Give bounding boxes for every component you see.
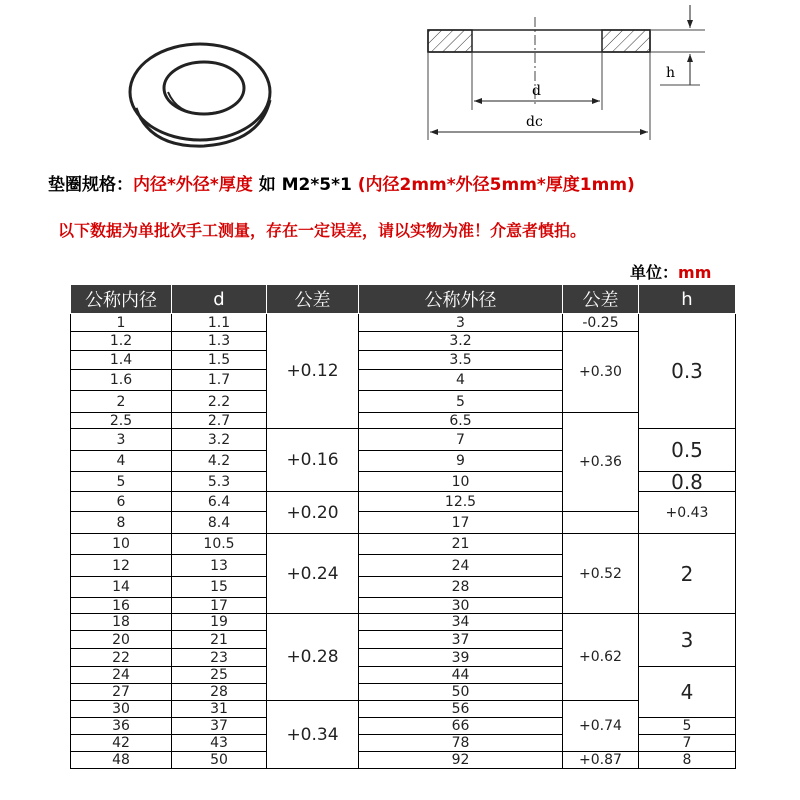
table-cell: 7	[639, 735, 736, 752]
table-cell: 37	[359, 631, 563, 649]
table-cell: 0.5	[639, 429, 736, 472]
table-cell: +0.30	[563, 332, 639, 413]
spec-line	[48, 170, 635, 195]
table-cell: 56	[359, 701, 563, 718]
table-header-row	[71, 285, 736, 314]
table-cell: 2	[639, 534, 736, 614]
table-cell: 6.4	[172, 492, 267, 512]
table-cell: 3.5	[359, 351, 563, 370]
table-cell: 37	[172, 718, 267, 735]
dc-label: dc	[526, 114, 543, 130]
table-cell: 12.5	[359, 492, 563, 512]
table-cell: 21	[359, 534, 563, 555]
table-cell: +0.34	[267, 701, 359, 769]
table-cell: -0.25	[563, 314, 639, 332]
table-cell: 25	[172, 667, 267, 684]
table-row	[71, 314, 736, 332]
table-cell: 6	[71, 492, 172, 512]
table-cell: 92	[359, 752, 563, 769]
table-cell: 23	[172, 649, 267, 667]
table-cell: 1.3	[172, 332, 267, 351]
table-cell: 1	[71, 314, 172, 332]
table-cell: 24	[71, 667, 172, 684]
table-cell: 7	[359, 429, 563, 451]
header-h: h	[639, 285, 736, 314]
table-cell: 5	[71, 472, 172, 492]
table-cell: 3	[639, 614, 736, 667]
table-cell: 50	[359, 684, 563, 701]
table-cell: 78	[359, 735, 563, 752]
table-cell: 3	[71, 429, 172, 451]
table-cell: 24	[359, 555, 563, 577]
unit-label: 单位：mm	[630, 263, 712, 282]
table-cell: 28	[359, 577, 563, 598]
table-cell: 50	[172, 752, 267, 769]
table-cell: 22	[71, 649, 172, 667]
table-cell: 30	[71, 701, 172, 718]
spec-label: 垫圈规格：	[48, 175, 133, 195]
table-cell: +0.16	[267, 429, 359, 492]
table-cell: +0.28	[267, 614, 359, 701]
table-cell: 17	[172, 598, 267, 614]
table-cell: 4	[359, 370, 563, 391]
table-cell: 28	[172, 684, 267, 701]
table-cell: 36	[71, 718, 172, 735]
header-d-tolerance: 公差	[267, 285, 359, 314]
table-cell: 1.1	[172, 314, 267, 332]
table-cell: 15	[172, 577, 267, 598]
table-cell: +0.12	[267, 314, 359, 429]
table-cell: 8	[71, 512, 172, 534]
table-cell: 42	[71, 735, 172, 752]
table-cell: 19	[172, 614, 267, 631]
table-cell: 10.5	[172, 534, 267, 555]
table-cell: 27	[71, 684, 172, 701]
table-cell: 31	[172, 701, 267, 718]
table-cell: 2.5	[71, 413, 172, 429]
table-cell: 2	[71, 391, 172, 413]
table-cell: 2.7	[172, 413, 267, 429]
table-cell: 16	[71, 598, 172, 614]
table-cell: 39	[359, 649, 563, 667]
table-row	[71, 512, 736, 534]
header-dc-tolerance: 公差	[563, 285, 639, 314]
washer-spec-table	[70, 284, 736, 769]
table-cell: 6.5	[359, 413, 563, 429]
measurement-note: 以下数据为单批次手工测量，存在一定误差，请以实物为准！介意者慎拍。	[58, 221, 587, 240]
table-cell: 66	[359, 718, 563, 735]
table-cell: 9	[359, 451, 563, 472]
table-cell: 13	[172, 555, 267, 577]
table-cell: 12	[71, 555, 172, 577]
section-drawing	[410, 5, 710, 145]
washer-drawing	[120, 30, 280, 150]
table-cell: 5.3	[172, 472, 267, 492]
table-cell: 5	[639, 718, 736, 735]
table-cell: 21	[172, 631, 267, 649]
table-row	[71, 614, 736, 631]
table-cell: 44	[359, 667, 563, 684]
table-cell: 4	[639, 667, 736, 718]
table-cell: 3	[359, 314, 563, 332]
table-cell: 4.2	[172, 451, 267, 472]
table-cell: 43	[172, 735, 267, 752]
table-cell: +0.62	[563, 614, 639, 701]
spec-example: 如 M2*5*1	[258, 175, 352, 195]
table-cell: +0.24	[267, 534, 359, 614]
table-cell: 10	[71, 534, 172, 555]
table-cell: +0.43	[639, 492, 736, 534]
table-cell: 1.7	[172, 370, 267, 391]
spec-example-detail: (内径2mm*外径5mm*厚度1mm)	[357, 175, 635, 195]
table-cell: 5	[359, 391, 563, 413]
table-cell: 34	[359, 614, 563, 631]
table-cell: 2.2	[172, 391, 267, 413]
table-cell: 14	[71, 577, 172, 598]
table-row	[71, 413, 736, 429]
table-cell: 3.2	[172, 429, 267, 451]
table-cell: 10	[359, 472, 563, 492]
table-cell: 20	[71, 631, 172, 649]
table-cell: 3.2	[359, 332, 563, 351]
header-inner-nominal: 公称内径	[71, 285, 172, 314]
table-cell: +0.36	[563, 413, 639, 512]
table-cell: 1.2	[71, 332, 172, 351]
table-row	[71, 752, 736, 769]
table-cell: 17	[359, 512, 563, 534]
header-outer-nominal: 公称外径	[359, 285, 563, 314]
table-row	[71, 332, 736, 351]
table-cell: +0.87	[563, 752, 639, 769]
table-cell: +0.74	[563, 701, 639, 752]
table-cell: 48	[71, 752, 172, 769]
table-cell: 0.8	[639, 472, 736, 492]
table-cell: 1.6	[71, 370, 172, 391]
d-label: d	[532, 83, 541, 99]
table-cell: 0.3	[639, 314, 736, 429]
table-cell: +0.20	[267, 492, 359, 534]
table-cell: 4	[71, 451, 172, 472]
table-cell: 18	[71, 614, 172, 631]
h-label: h	[666, 65, 676, 81]
table-cell: 8.4	[172, 512, 267, 534]
table-cell: 1.5	[172, 351, 267, 370]
table-cell: 8	[639, 752, 736, 769]
table-cell: +0.52	[563, 534, 639, 614]
spec-pattern: 内径*外径*厚度	[133, 175, 253, 195]
header-d: d	[172, 285, 267, 314]
table-cell: 30	[359, 598, 563, 614]
table-row	[71, 534, 736, 555]
table-cell: 1.4	[71, 351, 172, 370]
table-row	[71, 701, 736, 718]
